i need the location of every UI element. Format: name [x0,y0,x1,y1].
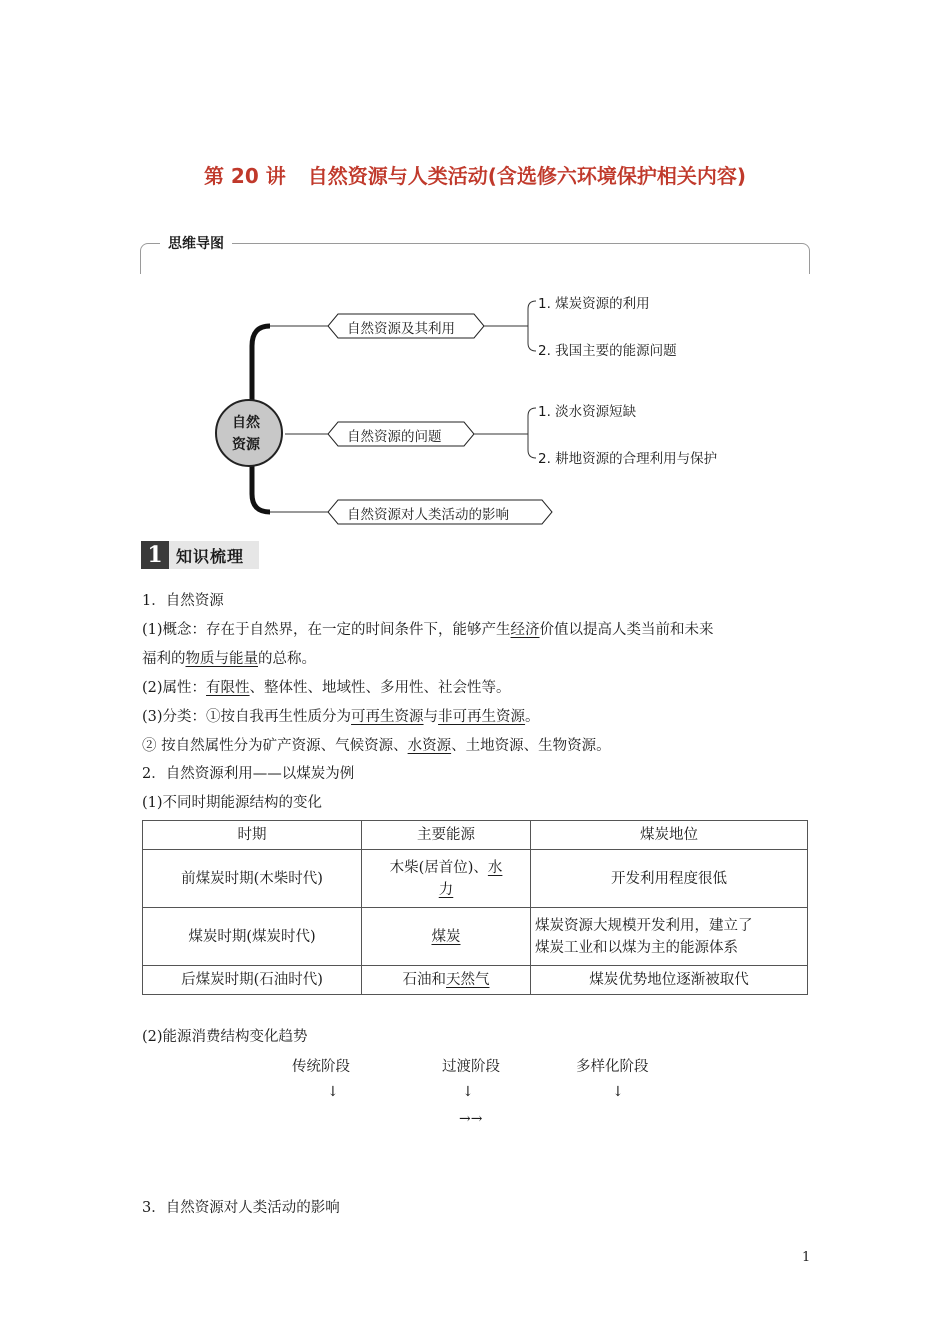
blank-answer: 天然气 [446,972,490,988]
table-cell-period: 前煤炭时期(木柴时代) [143,850,362,908]
table-cell-status: 煤炭资源大规模开发利用，建立了 煤炭工业和以煤为主的能源体系 [531,908,808,966]
classification-line-1: (3)分类：①按自我再生性质分为可再生资源与非可再生资源。 [142,709,540,725]
table-header-cell: 主要能源 [362,821,531,850]
branch-1-item-2: 2. 我国主要的能源问题 [538,343,677,359]
section-2-sub-1: (1)不同时期能源结构的变化 [142,795,323,811]
blank-answer: 有限性 [206,680,250,696]
blank-answer: 可再生资源 [351,709,424,725]
center-node [216,400,282,466]
classification-line-2: ② 按自然属性分为矿产资源、气候资源、水资源、土地资源、生物资源。 [142,738,611,754]
right-arrows-icon: →→ [459,1111,483,1127]
branch-2-item-1: 1. 淡水资源短缺 [538,404,637,420]
down-arrow-icon: ↓ [327,1084,339,1100]
section-number: 1 [141,541,169,569]
table-row [143,850,808,908]
down-arrow-icon: ↓ [462,1084,474,1100]
table-cell-period: 后煤炭时期(石油时代) [143,966,362,995]
lesson-number: 第 20 讲 [203,164,286,188]
bracket-sub-1 [528,301,536,351]
section-2-heading: 2．自然资源利用——以煤炭为例 [142,766,355,782]
blank-answer: 水 [487,859,503,876]
blank-answer: 非可再生资源 [438,709,526,725]
table-cell-status: 煤炭优势地位逐渐被取代 [531,966,808,995]
table-cell-status: 开发利用程度很低 [531,850,808,908]
table-cell-period: 煤炭时期(煤炭时代) [143,908,362,966]
section-label: 知识梳理 [176,547,245,566]
blank-answer: 煤炭 [431,928,461,945]
branch-label-3: 自然资源对人类活动的影响 [347,507,509,523]
energy-structure-table [142,820,808,995]
table-row [143,908,808,966]
section-3-heading: 3．自然资源对人类活动的影响 [142,1200,340,1216]
stage-diversified: 多样化阶段 [576,1059,649,1075]
down-arrow-icon: ↓ [612,1084,624,1100]
center-node-label-1: 自然 [232,415,260,431]
branch-2-item-2: 2. 耕地资源的合理利用与保护 [538,451,718,467]
lesson-topic: 自然资源与人类活动(含选修六环境保护相关内容) [307,164,747,188]
branch-1-item-1: 1. 煤炭资源的利用 [538,296,650,312]
branch-label-2: 自然资源的问题 [347,429,442,445]
bracket-sub-2 [528,408,536,458]
mindmap-diagram [0,0,950,540]
attribute-line: (2)属性：有限性、整体性、地域性、多用性、社会性等。 [142,680,511,696]
center-node-label-2: 资源 [232,437,260,453]
section-1-heading: 1．自然资源 [142,593,224,609]
table-header-cell: 时期 [143,821,362,850]
table-cell-energy: 石油和天然气 [362,966,531,995]
table-cell-energy: 木柴(居首位)、水 力 [362,850,531,908]
table-header-cell: 煤炭地位 [531,821,808,850]
branch-label-1: 自然资源及其利用 [347,321,455,337]
table-header-row [143,821,808,850]
table-cell-energy [362,908,531,966]
concept-line-1: (1)概念：存在于自然界，在一定的时间条件下，能够产生经济价值以提高人类当前和未来 [142,622,714,638]
stage-transition: 过渡阶段 [442,1059,500,1075]
blank-answer: 水资源 [407,738,452,754]
blank-answer: 物质与能量 [185,651,258,667]
blank-answer: 力 [438,881,454,898]
mindmap-label: 思维导图 [160,233,232,253]
section-2-sub-2: (2)能源消费结构变化趋势 [142,1029,308,1045]
table-row [143,966,808,995]
concept-line-2: 福利的物质与能量的总称。 [142,651,316,667]
stage-traditional: 传统阶段 [292,1059,350,1075]
blank-answer: 经济 [510,622,540,638]
page-number: 1 [802,1250,811,1265]
